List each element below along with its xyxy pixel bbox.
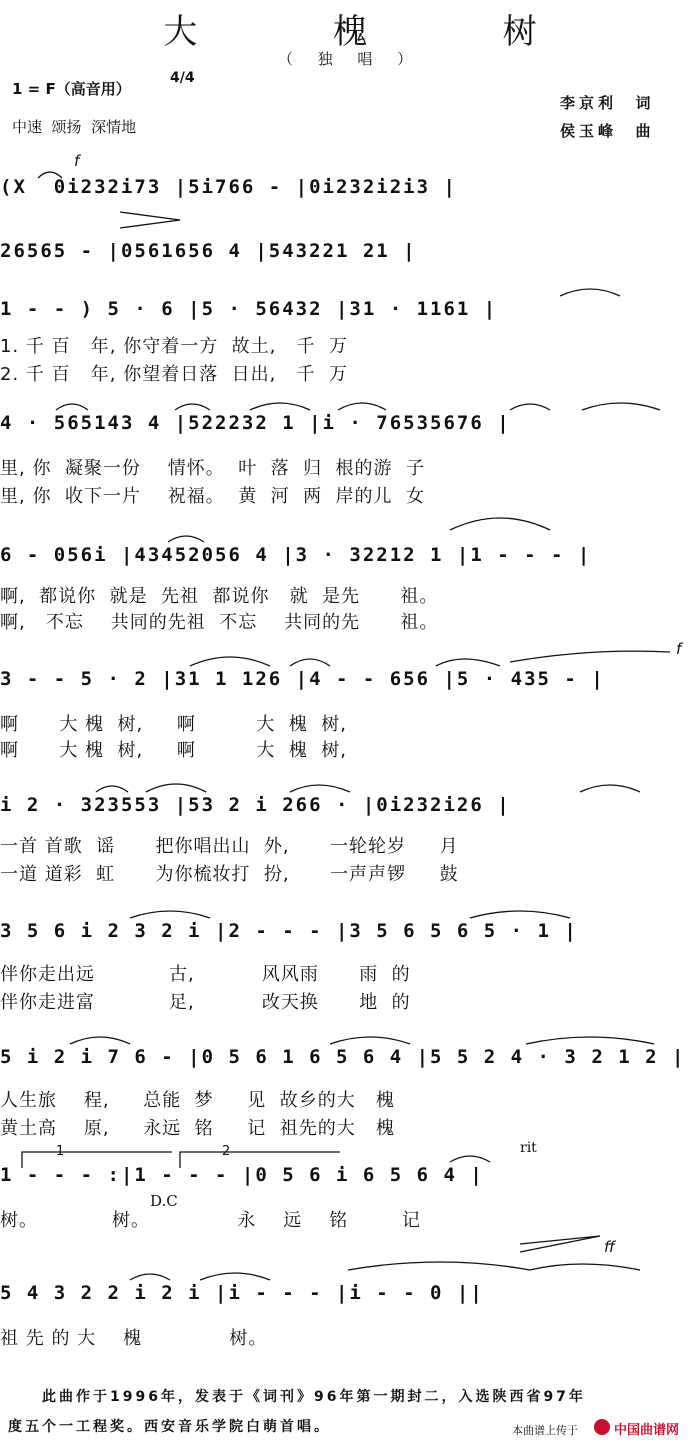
logo-ball-icon [594, 1419, 610, 1435]
notes-line: 5 4 3 2 2 i 2 i |i - - - |i - - 0 || [0, 1282, 484, 1304]
site-logo-text: 中国曲谱网 [614, 1423, 680, 1438]
slur [290, 659, 330, 666]
slur [526, 1037, 654, 1044]
song-subtitle: （ 独 唱 ） [277, 50, 423, 68]
slur [560, 289, 620, 296]
lyric-line: 黄土高 原, 永远 铭 记 祖先的大 槐 [0, 1118, 395, 1139]
notes-line: 3 - - 5 · 2 |31 1 126 |4 - - 656 |5 · 435 - | [0, 668, 605, 690]
notes-line: (X 0i232i73 |5i766 - |0i232i2i3 | [0, 176, 457, 198]
lyric-line: 2. 千 百 年, 你望着日落 日出, 千 万 [0, 364, 348, 385]
dynamic-forte-2: f [676, 640, 682, 658]
slur [338, 403, 386, 410]
slur [146, 784, 206, 792]
slur [436, 659, 500, 666]
lyric-line: 祖 先 的 大 槐 树。 [0, 1328, 268, 1349]
lyricist-credit: 李京利 词 [560, 94, 655, 112]
notes-line: 6 - 056i |43452056 4 |3 · 32212 1 |1 - - - | [0, 544, 592, 566]
volta-1-label: 1 [56, 1144, 65, 1159]
tempo-marking: 中速 颂扬 深情地 [12, 118, 137, 136]
slur [96, 786, 128, 792]
rit-marking: rit [520, 1140, 537, 1156]
slur [580, 785, 640, 792]
slur [582, 403, 660, 410]
slur [290, 785, 350, 792]
slur [450, 518, 550, 530]
fermata-mark [38, 172, 62, 178]
notes-line: 26565 - |0561656 4 |543221 21 | [0, 240, 417, 262]
site-logo[interactable] [594, 1417, 694, 1437]
notes-line: 4 · 565143 4 |522232 1 |i · 76535676 | [0, 412, 511, 434]
lyric-line: 啊 大 槐 树, 啊 大 槐 树, [0, 714, 347, 735]
slur [200, 1273, 270, 1280]
notes-line: 5 i 2 i 7 6 - |0 5 6 1 6 5 6 4 |5 5 2 4 · 3 2 1 2 | [0, 1046, 686, 1068]
key-signature: 1 = F（高音用） [12, 80, 131, 98]
song-title: 大 槐 树 [163, 12, 575, 52]
crescendo-hairpin [520, 1236, 600, 1252]
notes-line: 1 - - ) 5 · 6 |5 · 56432 |31 · 1161 | [0, 298, 498, 320]
slur [70, 1037, 130, 1044]
lyric-line: 一首 首歌 谣 把你唱出山 外, 一轮轮岁 月 [0, 836, 459, 857]
dynamic-fortissimo: ff [604, 1238, 615, 1256]
slur [330, 1037, 410, 1044]
tie [348, 1262, 530, 1270]
volta-2-label: 2 [222, 1144, 231, 1159]
slur [450, 1156, 490, 1162]
notes-line: i 2 · 323553 |53 2 i 266 · |0i232i26 | [0, 794, 511, 816]
slur [470, 911, 570, 918]
lyric-line: 啊, 不忘 共同的先祖 不忘 共同的先 祖。 [0, 612, 439, 633]
slur [130, 911, 210, 918]
slur [510, 404, 550, 410]
lyric-line: 伴你走出远 古, 风风雨 雨 的 [0, 964, 411, 985]
lyric-line: 一道 道彩 虹 为你梳妆打 扮, 一声声锣 鼓 [0, 864, 459, 885]
slur [168, 536, 204, 542]
upload-note: 本曲谱上传于 [512, 1424, 578, 1437]
notes-line: 1 - - - :|1 - - - |0 5 6 i 6 5 6 4 | [0, 1164, 484, 1186]
lyric-line: 人生旅 程, 总能 梦 见 故乡的大 槐 [0, 1090, 395, 1111]
notes-line: 3 5 6 i 2 3 2 i |2 - - - |3 5 6 5 6 5 · 1 | [0, 920, 578, 942]
lyric-line: 啊, 都说你 就是 先祖 都说你 就 是先 祖。 [0, 586, 439, 607]
lyric-line: 里, 你 收下一片 祝福。 黄 河 两 岸的儿 女 [0, 486, 425, 507]
lyric-line: 伴你走进富 足, 改天换 地 的 [0, 992, 411, 1013]
slur [130, 1274, 170, 1280]
lyric-line: 1. 千 百 年, 你守着一方 故土, 千 万 [0, 336, 348, 357]
volta-bracket-2 [180, 1152, 340, 1168]
tie [530, 1264, 640, 1270]
lyric-line: 啊 大 槐 树, 啊 大 槐 树, [0, 740, 347, 761]
slur [250, 403, 310, 410]
slur [175, 404, 210, 410]
footer-note-line-2: 度五个一工程奖。西安音乐学院白萌首唱。 [8, 1419, 331, 1435]
composer-credit: 侯玉峰 曲 [560, 122, 655, 140]
dc-marking: D.C [150, 1192, 178, 1210]
lyric-line: 树。 树。 永 远 铭 记 [0, 1210, 421, 1231]
volta-bracket-1 [22, 1152, 172, 1168]
dynamic-forte-1: f [74, 152, 80, 170]
slur [510, 651, 670, 662]
lyric-line: 里, 你 凝聚一份 情怀。 叶 落 归 根的游 子 [0, 458, 425, 479]
slur [190, 657, 270, 666]
crescendo-hairpin [120, 212, 180, 228]
slur [56, 404, 88, 410]
footer-note-line-1: 此曲作于1996年，发表于《词刊》96年第一期封二，入选陕西省97年 [42, 1389, 586, 1405]
time-signature: 4/4 [170, 70, 195, 86]
